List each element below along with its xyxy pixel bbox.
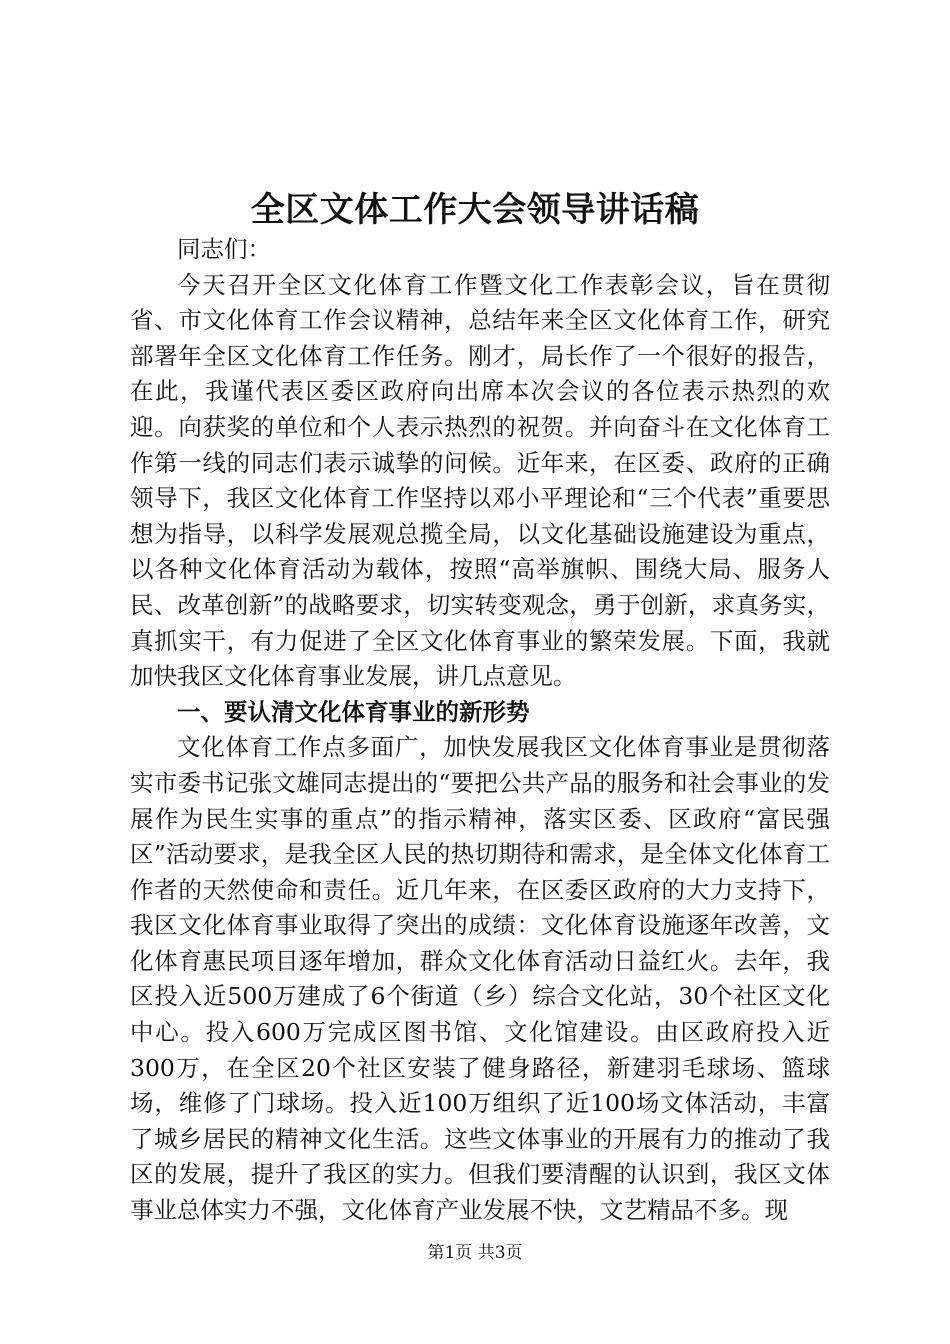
section-paragraph: 文化体育工作点多面广，加快发展我区文化体育事业是贯彻落实市委书记张文雄同志提出的“要把公共产品的服务和社会事业的发展作为民生实事的重点”的指示精神，落实区委、区政府“富民强区”活动要求，是我全区人民的热切期待和需求，是全体文化体育工作者的天然使命和责任。近几年来，在区委区政府的大力支持下，我区文化体育事业取得了突出的成绩：文化体育设施逐年改善，文化体育惠民项目逐年增加，群众文化体育活动日益红火。去年，我区投入近500万建成了6个街道（乡）综合文化站，30个社区文化中心。投入600万完成区图书馆、文化馆建设。由区政府投入近300万，在全区20个社区安装了健身路径，新建羽毛球场、篮球场，维修了门球场。投入近100万组织了近100场文体活动，丰富了城乡居民的精神文化生活。这些文体事业的开展有力的推动了我区的发展，提升了我区的实力。但我们要清醒的认识到，我区文体事业总体实力不强，文化体育产业发展不快，文艺精品不多。现 xyxy=(130,733,830,1225)
intro-paragraph: 今天召开全区文化体育工作暨文化工作表彰会议，旨在贯彻省、市文化体育工作会议精神，总结年来全区文化体育工作，研究部署年全区文化体育工作任务。刚才，局长作了一个很好的报告，在此，我谨代表区委区政府向出席本次会议的各位表示热烈的欢迎。向获奖的单位和个人表示热烈的祝贺。并向奋斗在文化体育工作第一线的同志们表示诚挚的问候。近年来，在区委、政府的正确领导下，我区文化体育工作坚持以邓小平理论和“三个代表”重要思想为指导，以科学发展观总揽全局，以文化基础设施建设为重点，以各种文化体育活动为载体，按照“高举旗帜、围绕大局、服务人民、改革创新”的战略要求，切实转变观念，勇于创新，求真务实，真抓实干，有力促进了全区文化体育事业的繁荣发展。下面，我就加快我区文化体育事业发展，讲几点意见。 xyxy=(130,270,830,691)
document-body xyxy=(130,232,830,1229)
salutation: 同志们： xyxy=(177,235,271,263)
section-heading: 一、要认清文化体育事业的新形势 xyxy=(177,697,530,726)
page-indicator: 第1页 共3页 xyxy=(427,1243,523,1263)
document-title: 全区文体工作大会领导讲话稿 xyxy=(250,190,700,230)
